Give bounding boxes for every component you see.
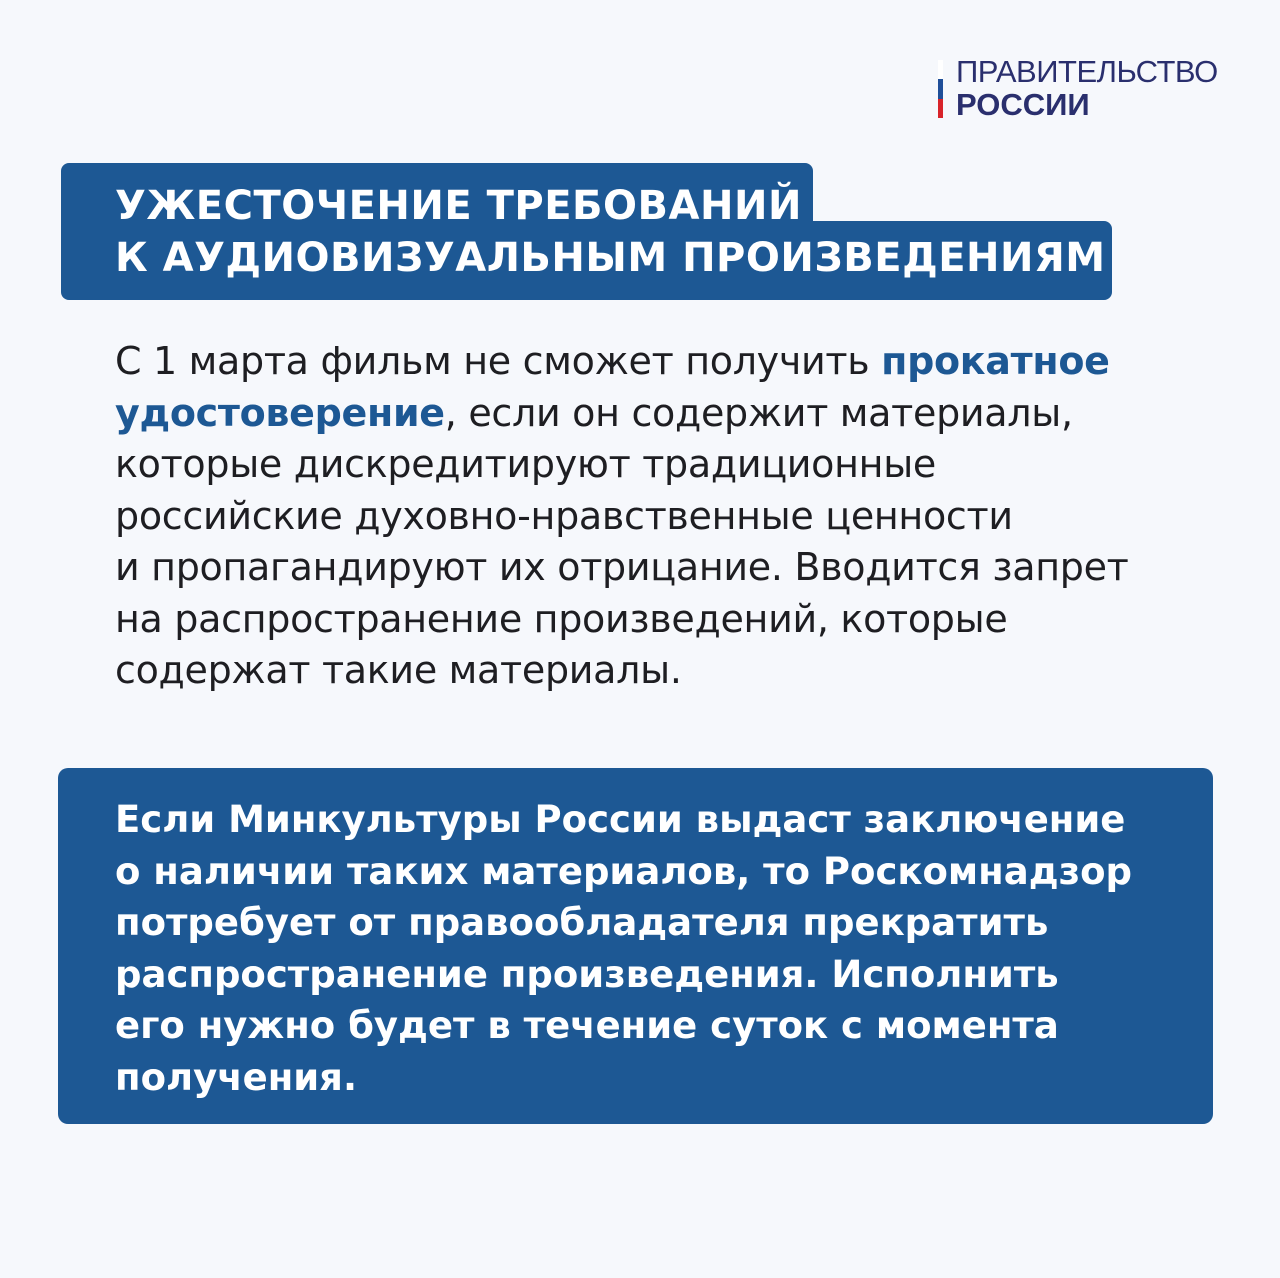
notice-text bbox=[115, 794, 1132, 1103]
paragraph-line-6: на распространение произведений, которые bbox=[115, 596, 1008, 641]
main-paragraph bbox=[115, 336, 1205, 697]
notice-line-2: о наличии таких материалов, то Роскомнадзор bbox=[115, 849, 1132, 893]
paragraph-line-3: которые дискредитируют традиционные bbox=[115, 442, 936, 486]
highlight-term: прокатное bbox=[881, 339, 1110, 383]
notice-line-3: потребует от правообладателя прекратить bbox=[115, 901, 1049, 944]
russian-flag-stripe-icon bbox=[938, 60, 943, 118]
paragraph-line-1 bbox=[115, 336, 1205, 388]
page-title bbox=[115, 180, 1106, 284]
notice-line-6: получения. bbox=[115, 1055, 357, 1099]
title-line-1: УЖЕСТОЧЕНИЕ ТРЕБОВАНИЙ bbox=[115, 183, 802, 229]
notice-line-5: его нужно будет в течение суток с момента bbox=[115, 1004, 1059, 1047]
paragraph-line-2 bbox=[115, 388, 1205, 440]
logo-line-2: РОССИИ bbox=[956, 87, 1090, 122]
logo-line-1: ПРАВИТЕЛЬСТВО bbox=[956, 54, 1218, 89]
paragraph-text: , если он содержит материалы, bbox=[444, 390, 1073, 435]
paragraph-line-7: содержат такие материалы. bbox=[115, 648, 682, 692]
paragraph-line-5: и пропагандируют их отрицание. Вводится запрет bbox=[115, 545, 1129, 589]
title-line-2: К АУДИОВИЗУАЛЬНЫМ ПРОИЗВЕДЕНИЯМ bbox=[115, 235, 1106, 281]
paragraph-text: С 1 марта фильм не сможет получить bbox=[115, 339, 882, 383]
highlight-term: удостоверение bbox=[115, 390, 445, 435]
notice-line-1: Если Минкультуры России выдаст заключение bbox=[115, 798, 1126, 841]
notice-line-4: распространение произведения. Исполнить bbox=[115, 952, 1059, 996]
paragraph-line-4: российские духовно-нравственные ценности bbox=[115, 493, 1013, 538]
